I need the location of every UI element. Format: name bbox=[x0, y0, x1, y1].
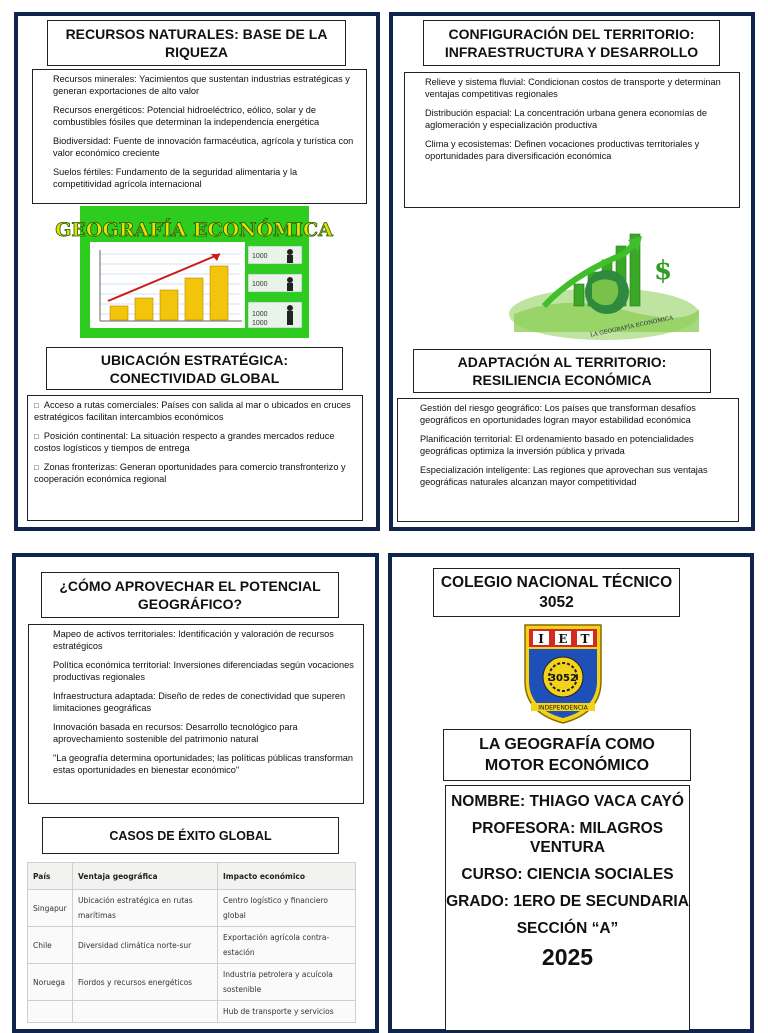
territory-title: CONFIGURACIÓN DEL TERRITORIO: INFRAESTRUCTURA Y DESARROLLO bbox=[423, 20, 720, 66]
table-row bbox=[28, 1001, 356, 1023]
table-row bbox=[28, 927, 356, 964]
list-item: Biodiversidad: Fuente de innovación farmacéutica, agrícola y turística con valor económico creciente bbox=[53, 136, 354, 158]
school-name: COLEGIO NACIONAL TÉCNICO 3052 bbox=[433, 568, 680, 617]
list-item: Mapeo de activos territoriales: Identificación y valoración de recursos estratégicos bbox=[53, 629, 334, 651]
list-item: Distribución espacial: La concentración urbana genera economías de aglomeración y especialización productiva bbox=[425, 108, 707, 130]
list-item: Relieve y sistema fluvial: Condicionan costos de transporte y determinan ventajas competitivas regionales bbox=[425, 77, 721, 99]
svg-text:T: T bbox=[580, 632, 590, 646]
svg-text:3052: 3052 bbox=[549, 673, 577, 684]
strategic-location-list bbox=[27, 395, 363, 521]
territory-list bbox=[404, 72, 740, 208]
list-item: Gestión del riesgo geográfico: Los países que transforman desafíos geográficos en oportunidades logran mayor estabilidad económica bbox=[420, 403, 696, 425]
strategic-location-title: UBICACIÓN ESTRATÉGICA: CONECTIVIDAD GLOBAL bbox=[46, 347, 343, 390]
svg-text:1000: 1000 bbox=[252, 320, 268, 327]
table-row bbox=[28, 890, 356, 927]
table-cell: Chile bbox=[28, 927, 73, 964]
table-cell bbox=[28, 1001, 73, 1023]
list-item: □ Posición continental: La situación respecto a grandes mercados reduce costos logísticos y tiempos de entrega bbox=[34, 431, 354, 454]
table-cell: Hub de transporte y servicios bbox=[218, 1001, 356, 1023]
project-title: LA GEOGRAFÍA COMO MOTOR ECONÓMICO bbox=[443, 729, 691, 781]
list-item: Recursos minerales: Yacimientos que sustentan industrias estratégicas y generan exportaciones de alto valor bbox=[53, 74, 350, 96]
table-cell: Exportación agrícola contra-estación bbox=[218, 927, 356, 964]
svg-text:$: $ bbox=[654, 256, 673, 286]
course-name: CURSO: CIENCIA SOCIALES bbox=[461, 866, 674, 883]
quote: "La geografía determina oportunidades; las políticas públicas transforman estas oportunidades en bienestar económico" bbox=[53, 753, 353, 775]
list-item: Suelos fértiles: Fundamento de la seguridad alimentaria y la competitividad agrícola internacional bbox=[53, 167, 298, 189]
list-item: □ Zonas fronterizas: Generan oportunidades para comercio transfronterizo y cooperación económica regional bbox=[34, 462, 354, 485]
geografia-economica-image bbox=[55, 206, 333, 338]
table-cell: Singapur bbox=[28, 890, 73, 927]
header-country: País bbox=[28, 863, 73, 890]
year: 2025 bbox=[541, 944, 594, 970]
table-cell: Diversidad climática norte-sur bbox=[73, 927, 218, 964]
natural-resources-title: RECURSOS NATURALES: BASE DE LA RIQUEZA bbox=[47, 20, 346, 66]
svg-text:INDEPENDENCIA: INDEPENDENCIA bbox=[538, 704, 588, 712]
table-header-row bbox=[28, 863, 356, 890]
potential-title: ¿CÓMO APROVECHAR EL POTENCIAL GEOGRÁFICO? bbox=[41, 572, 339, 618]
globe-growth-image bbox=[504, 214, 704, 344]
svg-text:1000: 1000 bbox=[252, 281, 268, 288]
list-item: Política económica territorial: Inversiones diferenciadas según vocaciones productivas regionales bbox=[53, 660, 354, 682]
image-caption: LA GEOGRAFÍA ECONÓMICA bbox=[589, 315, 674, 339]
svg-text:I: I bbox=[538, 632, 544, 646]
table-row bbox=[28, 964, 356, 1001]
list-item: Innovación basada en recursos: Desarrollo tecnológico para aprovechamiento sostenible del patrimonio natural bbox=[53, 722, 298, 744]
student-info-box bbox=[445, 785, 690, 1031]
table-cell: Ubicación estratégica en rutas marítimas bbox=[73, 890, 218, 927]
potential-list bbox=[28, 624, 364, 804]
header-impact: Impacto económico bbox=[218, 863, 356, 890]
teacher-name: PROFESORA: MILAGROS VENTURA bbox=[471, 820, 664, 856]
image-title: GEOGRAFÍA ECONÓMICA bbox=[55, 219, 333, 241]
table-cell: Industria petrolera y acuícola sostenible bbox=[218, 964, 356, 1001]
cases-title: CASOS DE ÉXITO GLOBAL bbox=[42, 817, 339, 854]
svg-text:1000: 1000 bbox=[252, 253, 268, 260]
table-cell: Centro logístico y financiero global bbox=[218, 890, 356, 927]
grade: GRADO: 1ERO DE SECUNDARIA bbox=[446, 893, 689, 910]
section: SECCIÓN “A” bbox=[516, 920, 619, 937]
success-cases-table bbox=[27, 862, 356, 1023]
list-item: Planificación territorial: El ordenamiento basado en potencialidades geográficas optimiza la inversión pública y privada bbox=[420, 434, 694, 456]
list-item: Recursos energéticos: Potencial hidroeléctrico, eólico, solar y de combustibles fósiles que determinan la independencia energética bbox=[53, 105, 320, 127]
student-name: NOMBRE: THIAGO VACA CAYÓ bbox=[451, 793, 684, 810]
svg-text:E: E bbox=[558, 632, 568, 646]
header-advantage: Ventaja geográfica bbox=[73, 863, 218, 890]
table-cell: Fiordos y recursos energéticos bbox=[73, 964, 218, 1001]
school-crest-logo bbox=[521, 621, 605, 725]
table-cell bbox=[73, 1001, 218, 1023]
natural-resources-list bbox=[32, 69, 367, 204]
adaptation-list bbox=[397, 398, 739, 522]
table-cell: Noruega bbox=[28, 964, 73, 1001]
list-item: Especialización inteligente: Las regiones que aprovechan sus ventajas geográficas naturales alcanzan mayor competitividad bbox=[420, 465, 708, 487]
list-item: □ Acceso a rutas comerciales: Países con salida al mar o ubicados en cruces estratégicos facilitan intercambios económicos bbox=[34, 400, 354, 423]
svg-text:1000: 1000 bbox=[252, 311, 268, 318]
list-item: Clima y ecosistemas: Definen vocaciones productivas territoriales y oportunidades para diversificación económica bbox=[425, 139, 700, 161]
adaptation-title: ADAPTACIÓN AL TERRITORIO: RESILIENCIA ECONÓMICA bbox=[413, 349, 711, 393]
list-item: Infraestructura adaptada: Diseño de redes de conectividad que superen limitaciones geográficas bbox=[53, 691, 346, 713]
